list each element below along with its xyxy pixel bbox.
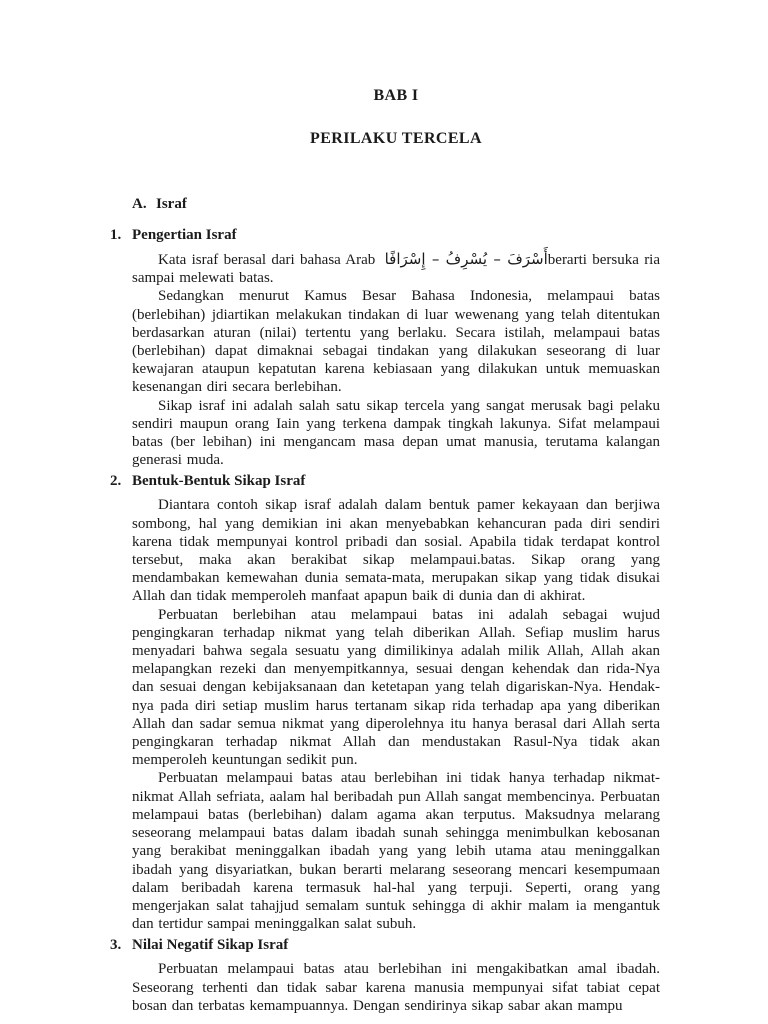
item-number: 1. bbox=[110, 227, 122, 243]
paragraph-text-after-arabic: berarti bersuka ria sampai melewati batas. bbox=[132, 252, 661, 287]
section-title: Israf bbox=[156, 196, 187, 212]
item-title: Pengertian Israf bbox=[132, 227, 237, 243]
chapter-title: BAB I bbox=[373, 87, 419, 104]
section-item-pengertian-israf bbox=[110, 226, 661, 469]
section-heading bbox=[132, 195, 660, 214]
item-heading bbox=[110, 226, 660, 245]
paragraph: Perbuatan berlebihan atau melampaui batas ini adalah sebagai wujud pengingkaran terhadap nikmat yang telah diberikan Allah. Sefiap muslim harus menyadari bahwa segala sesuatu yang dimilikinya adalah milik Allah, Allah akan melapangkan rezeki dan menyempitkannya, sesuai dengan kehendak dan rida-Nya dan sesuai dengan kebijaksanaan dan ketetapan yang telah digariskan-Nya. Hendak-nya pada diri setiap muslim harus tertanam sikap rida terhadap apa yang diberikan Allah dan sadar semua nikmat yang diperolehnya itu hanya berasal dari Allah serta pengingkaran terhadap nikmat Allah dan mendustakan Rasul-Nya tidak akan memperoleh keuntungan sedikit pun. bbox=[132, 606, 660, 769]
arabic-phrase: أَسْرَفَ – يُسْرِفُ – إِسْرَافًا bbox=[384, 250, 548, 268]
section-item-bentuk-bentuk-sikap-israf bbox=[110, 472, 660, 933]
chapter-subtitle: PERILAKU TERCELA bbox=[310, 130, 482, 147]
item-number: 3. bbox=[110, 937, 122, 954]
item-title: Nilai Negatif Sikap Israf bbox=[132, 937, 289, 954]
section-label: A. bbox=[132, 196, 147, 212]
item-heading bbox=[110, 936, 660, 955]
paragraph: Perbuatan melampaui batas atau berlebihan ini tidak hanya terhadap nikmat-nikmat Allah sefriata, aalam hal beribadah pun Allah sangat membencinya. Perbuatan melampaui batas (berlebihan) dalam agama akan terputus. Maksudnya melarang seseorang melampaui batas dalam ibadah sunah sehingga menimbulkan kebosanan yang berakibat meninggalkan ibadah yang yang lebih utama atau meninggalkan ibadah yang disyariatkan, bukan berarti melarang seseorang mencari kesempumaan dalam beribadah karena termasuk hal-hal yang terpuji. Seperti, orang yang mengerjakan salat tahajjud semalam suntuk sehingga di akhir malam ia mengantuk dan tertidur sampai meninggalkan salat subuh. bbox=[132, 770, 660, 933]
paragraph-text-before-arabic: Kata israf berasal dari bahasa Arab bbox=[158, 252, 376, 268]
section-item-nilai-negatif-sikap-israf bbox=[110, 936, 660, 1015]
paragraph: Sedangkan menurut Kamus Besar Bahasa Indonesia, melampaui batas (berlebihan) jdiartikan melakukan tindakan di luar wewenang yang telah ditentukan berdasarkan aturan (nilai) tertentu yang berlaku. Secara istilah, melampaui batas (berlebihan) dapat dimaknai sebagai tindakan yang dilakukan seseorang di luar kewajaran ataupun kepatutan karena kebiasaan yang dilakukan untuk memuaskan kesenangan diri secara berlebihan. bbox=[132, 288, 660, 396]
item-number: 2. bbox=[110, 473, 122, 490]
paragraph bbox=[132, 250, 660, 287]
item-title: Bentuk-Bentuk Sikap Israf bbox=[132, 473, 306, 490]
paragraph: Sikap israf ini adalah salah satu sikap tercela yang sangat merusak bagi pelaku sendiri maupun orang Iain yang terkena dampak tingkah lakunya. Sifat melampaui batas (ber lebihan) ini mengancam masa depan umat manusia, terutama kalangan generasi muda. bbox=[132, 397, 660, 469]
paragraph: Perbuatan melampaui batas atau berlebihan ini mengakibatkan amal ibadah. Seseorang terhenti dan tidak sabar karena manusia mempunyai sifat tabiat cepat bosan dan terbatas kemampuannya. Dengan sendirinya sikap sabar akan mampu bbox=[132, 961, 660, 1014]
item-heading bbox=[110, 472, 660, 491]
paragraph: Diantara contoh sikap israf adalah dalam bentuk pamer kekayaan dan berjiwa sombong, hal yang demikian ini akan menyebabkan kehancuran pada diri sendiri karena tidak mempunyai kontrol pribadi dan sosial. Apabila tidak terdapat kontrol tersebut, maka akan berakibat sikap melampaui.batas. Sikap orang yang mendambakan kemewahan dunia semata-mata, merupakan sikap yang tidak disukai Allah dan tidak memperoleh manfaat apapun baik di dunia dan di akhirat. bbox=[132, 497, 660, 605]
